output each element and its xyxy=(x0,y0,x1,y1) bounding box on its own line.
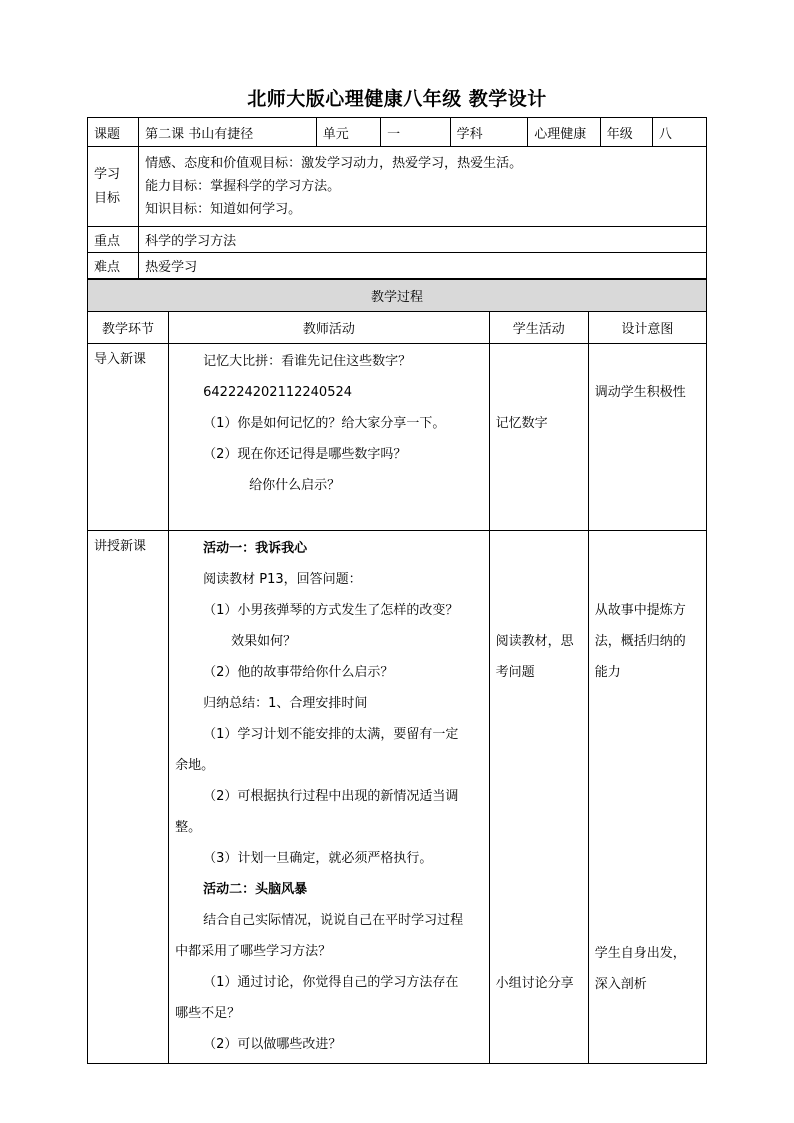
col-student: 学生活动 xyxy=(489,312,588,344)
objective-item: 情感、态度和价值观目标：激发学习动力，热爱学习，热爱生活。 xyxy=(145,156,523,171)
teacher-line: 记忆大比拼：看谁先记住这些数字？ xyxy=(203,354,412,369)
grade-label: 年级 xyxy=(600,118,652,147)
unit-label: 单元 xyxy=(316,118,380,147)
teacher-line: 整。 xyxy=(175,820,202,835)
intent-line: 学生自身出发， xyxy=(594,946,686,961)
intro-intent: 调动学生积极性 xyxy=(588,344,706,531)
page-title: 北师大版心理健康八年级 教学设计 xyxy=(247,88,547,110)
teacher-line: 中都采用了哪些学习方法？ xyxy=(175,944,332,959)
topic-label: 课题 xyxy=(88,118,139,147)
teacher-line: （1）学习计划不能安排的太满，要留有一定 xyxy=(203,727,459,742)
teacher-line: （1）小男孩弹琴的方式发生了怎样的改变？ xyxy=(203,603,459,618)
teacher-line: 归纳总结：1、合理安排时间 xyxy=(203,696,368,711)
teacher-line: 余地。 xyxy=(175,758,215,773)
col-stage: 教学环节 xyxy=(88,312,169,344)
teacher-line: 642224202112240524 xyxy=(203,385,353,400)
col-intent: 设计意图 xyxy=(588,312,706,344)
teacher-line: 阅读教材 P13，回答问题： xyxy=(203,572,362,587)
teacher-line: （3）计划一旦确定，就必须严格执行。 xyxy=(203,851,433,866)
teacher-line: （1）你是如何记忆的？给大家分享一下。 xyxy=(203,416,446,431)
teacher-line: （1）通过讨论，你觉得自己的学习方法存在 xyxy=(203,975,459,990)
intent-line: 法，概括归纳的 xyxy=(594,634,686,649)
difficulty-label: 难点 xyxy=(88,253,139,279)
new-student xyxy=(489,531,588,1064)
teacher-line: 结合自己实际情况，说说自己在平时学习过程 xyxy=(203,913,464,928)
objective-item: 能力目标：掌握科学的学习方法。 xyxy=(145,179,341,194)
process-table xyxy=(87,279,707,1064)
topic-value: 第二课 书山有捷径 xyxy=(139,118,317,147)
grade-value: 八 xyxy=(652,118,706,147)
activity-title: 活动二：头脑风暴 xyxy=(203,882,308,897)
objectives-label: 学习目标 xyxy=(88,147,139,227)
col-teacher: 教师活动 xyxy=(169,312,490,344)
intro-stage: 导入新课 xyxy=(88,344,169,531)
difficulty-value: 热爱学习 xyxy=(139,253,707,279)
subject-label: 学科 xyxy=(450,118,528,147)
teacher-line: （2）现在你还记得是哪些数字吗？ xyxy=(203,447,407,462)
student-line: 小组讨论分享 xyxy=(495,976,574,991)
teacher-line: 哪些不足？ xyxy=(175,1006,241,1021)
student-line: 考问题 xyxy=(495,665,535,680)
teacher-line: 效果如何？ xyxy=(231,634,297,649)
teacher-line: （2）可以做哪些改进？ xyxy=(203,1037,342,1052)
info-table xyxy=(87,117,707,279)
intro-teacher xyxy=(169,344,490,531)
intent-line: 能力 xyxy=(594,665,621,680)
keypoint-label: 重点 xyxy=(88,227,139,253)
keypoint-value: 科学的学习方法 xyxy=(139,227,707,253)
new-intent xyxy=(588,531,706,1064)
objectives-list xyxy=(139,147,707,227)
intent-line: 从故事中提炼方 xyxy=(594,603,686,618)
intent-line: 深入剖析 xyxy=(594,977,647,992)
unit-value: 一 xyxy=(381,118,450,147)
subject-value: 心理健康 xyxy=(528,118,601,147)
teacher-line: 给你什么启示？ xyxy=(249,478,341,493)
teacher-line: （2）可根据执行过程中出现的新情况适当调 xyxy=(203,789,459,804)
student-line: 阅读教材，思 xyxy=(495,634,574,649)
teacher-line: （2）他的故事带给你什么启示？ xyxy=(203,665,394,680)
intro-student: 记忆数字 xyxy=(489,344,588,531)
objective-item: 知识目标：知道如何学习。 xyxy=(145,202,302,217)
activity-title: 活动一：我诉我心 xyxy=(203,541,308,556)
process-header: 教学过程 xyxy=(88,280,707,312)
new-stage: 讲授新课 xyxy=(88,531,169,1064)
new-teacher xyxy=(169,531,490,1064)
